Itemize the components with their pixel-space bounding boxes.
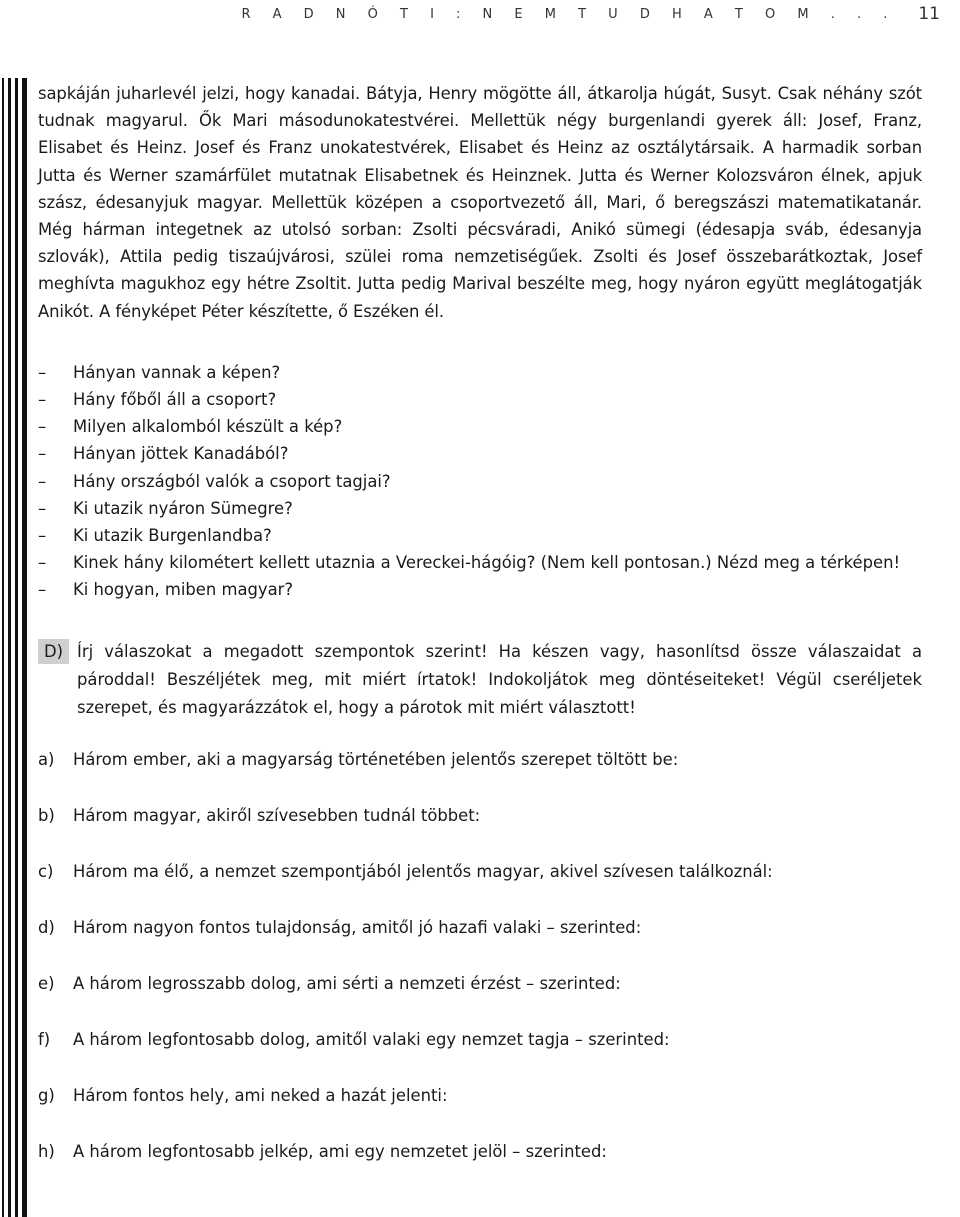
page-header [0, 2, 940, 26]
prompt-text: Három nagyon fontos tulajdonság, amitől jó hazafi valaki – szerinted: [73, 917, 642, 937]
task-label: D) [38, 639, 69, 664]
dash-marker: – [38, 498, 47, 518]
question-item [38, 495, 922, 522]
dash-marker: – [38, 390, 47, 410]
dash-marker: – [38, 553, 47, 573]
question-list [38, 359, 922, 604]
question-item [38, 576, 922, 603]
prompt-item [38, 914, 922, 970]
prompt-text: Három ma élő, a nemzet szempontjából jelentős magyar, akivel szívesen találkoznál: [73, 861, 773, 881]
question-text: Kinek hány kilométert kellett utaznia a Vereckei-hágóig? (Nem kell pontosan.) Nézd meg a térképen! [73, 553, 901, 573]
question-item [38, 359, 922, 386]
prompt-text: Három ember, aki a magyarság történetében jelentős szerepet töltött be: [73, 749, 679, 769]
prompt-label: a) [38, 749, 55, 769]
side-decoration-bars [0, 78, 34, 1217]
question-item [38, 440, 922, 467]
task-instructions: Írj válaszokat a megadott szempontok szerint! Ha készen vagy, hasonlítsd össze válaszaidat a pároddal! Beszéljétek meg, mit miért írtatok! Indokoljátok meg döntéseiteket! Végül cseréljetek szerepet, és magyarázzátok el, hogy a párotok mit miért választott! [77, 641, 922, 717]
prompt-label: h) [38, 1141, 55, 1161]
question-item [38, 413, 922, 440]
prompt-item [38, 970, 922, 1026]
prompt-label: g) [38, 1085, 55, 1105]
dash-marker: – [38, 471, 47, 491]
task-d [38, 638, 922, 722]
prompt-text: A három legfontosabb dolog, amitől valaki egy nemzet tagja – szerinted: [73, 1029, 670, 1049]
prompt-text: Három magyar, akiről szívesebben tudnál többet: [73, 805, 481, 825]
dash-marker: – [38, 417, 47, 437]
page-content [38, 80, 922, 1194]
prompt-text: A három legrosszabb dolog, ami sérti a nemzeti érzést – szerinted: [73, 973, 621, 993]
prompt-label: d) [38, 917, 55, 937]
question-text: Ki hogyan, miben magyar? [73, 580, 294, 600]
prompt-item [38, 802, 922, 858]
question-text: Hányan jöttek Kanadából? [73, 444, 289, 464]
running-title: R A D N Ó T I : N E M T U D H A T O M . . . [241, 6, 897, 22]
dash-marker: – [38, 580, 47, 600]
prompt-label: e) [38, 973, 55, 993]
question-item [38, 522, 922, 549]
prompt-item [38, 1026, 922, 1082]
question-item [38, 468, 922, 495]
dash-marker: – [38, 526, 47, 546]
prompt-item [38, 858, 922, 914]
side-bar [22, 78, 27, 1217]
dash-marker: – [38, 362, 47, 382]
question-text: Milyen alkalomból készült a kép? [73, 417, 343, 437]
side-bar [15, 78, 18, 1217]
story-paragraph: sapkáján juharlevél jelzi, hogy kanadai. Bátyja, Henry mögötte áll, átkarolja húgát, Susyt. Csak néhány szót tudnak magyarul. Ők Mari másodunokatestvérei. Mellettük négy burgenlandi gyerek áll: Josef, Franz, Elisabet és Heinz. Josef és Franz unokatestvérek, Elisabet és Heinz az osztálytársaik. A harmadik sorban Jutta és Werner szamárfület mutatnak Elisabetnek és Heinznek. Jutta és Werner Kolozsváron élnek, apjuk szász, édesanyjuk magyar. Mellettük középen a csoportvezető áll, Mari, ő beregszászi matematikatanár. Még hárman integetnek az utolsó sorban: Zsolti pécsváradi, Anikó sümegi (édesapja sváb, édesanyja szlovák), Attila pedig tiszaújvárosi, szülei roma nemzetiségűek. Zsolti és Josef összebarátkoztak, Josef meghívta magukhoz egy hétre Zsoltit. Jutta pedig Marival beszélte meg, hogy nyáron együtt meglátogatják Anikót. A fényképet Péter készítette, ő Eszéken él. [38, 84, 922, 321]
prompt-label: c) [38, 861, 54, 881]
prompt-label: f) [38, 1029, 51, 1049]
side-bar [8, 78, 11, 1217]
question-item [38, 549, 922, 576]
prompt-text: A három legfontosabb jelkép, ami egy nemzetet jelöl – szerinted: [73, 1141, 607, 1161]
question-text: Ki utazik Burgenlandba? [73, 526, 272, 546]
question-item [38, 386, 922, 413]
page-number: 11 [918, 4, 940, 24]
prompt-text: Három fontos hely, ami neked a hazát jelenti: [73, 1085, 448, 1105]
prompt-item [38, 1082, 922, 1138]
question-text: Hány főből áll a csoport? [73, 390, 277, 410]
prompt-list [38, 746, 922, 1194]
dash-marker: – [38, 444, 47, 464]
question-text: Hány országból valók a csoport tagjai? [73, 471, 391, 491]
question-text: Ki utazik nyáron Sümegre? [73, 498, 293, 518]
question-text: Hányan vannak a képen? [73, 362, 281, 382]
side-bar [2, 78, 4, 1217]
prompt-item [38, 1138, 922, 1194]
prompt-item [38, 746, 922, 802]
prompt-label: b) [38, 805, 55, 825]
